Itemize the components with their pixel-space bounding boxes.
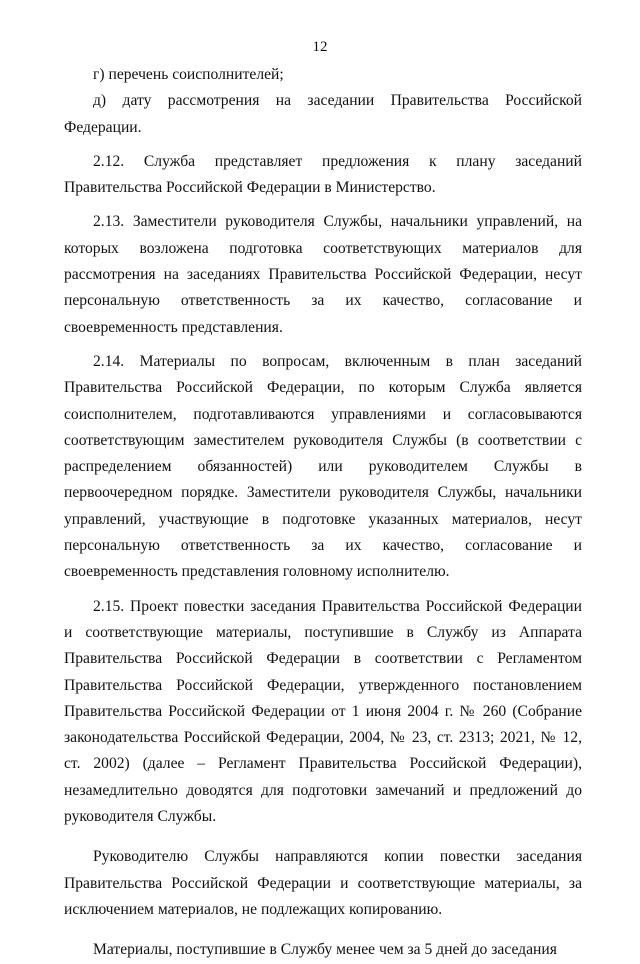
paragraph-2-13: 2.13. Заместители руководителя Службы, начальники управлений, на которых возложена подготовка соответствующих материалов для рассмотрения на заседаниях Правительства Российской Федерации, несут персональную ответственность за их качество, согласование и своевременность представления. (64, 213, 582, 336)
paragraph-d: д) дату рассмотрения на заседании Правительства Российской Федерации. (64, 92, 582, 136)
document-body (64, 62, 582, 964)
paragraph-2-12: 2.12. Служба представляет предложения к плану заседаний Правительства Российской Федерации в Министерство. (64, 152, 582, 197)
paragraph-2-15: 2.15. Проект повестки заседания Правительства Российской Федерации и соответствующие материалы, поступившие в Службу из Аппарата Правительства Российской Федерации в соответствии с Регламентом Правительства Российской Федерации, утвержденного постановлением Правительства Российской Федерации от 1 июня 2004 г. № 260 (Собрание законодательства Российской Федерации, 2004, № 23, ст. 2313; 2021, № 12, ст. 2002) (далее – Регламент Правительства Российской Федерации), незамедлительно доводятся для подготовки замечаний и предложений до руководителя Службы. (64, 597, 582, 826)
paragraph-materials-deadline: Материалы, поступившие в Службу менее чем за 5 дней до заседания (93, 941, 557, 959)
paragraph-copies: Руководителю Службы направляются копии повестки заседания Правительства Российской Федерации и соответствующие материалы, за исключением материалов, не подлежащих копированию. (64, 848, 582, 918)
paragraph-2-14: 2.14. Материалы по вопросам, включенным в план заседаний Правительства Российской Федерации, по которым Служба является соисполнителем, подготавливаются управлениями и согласовываются соответствующим заместителем руководителя Службы (в соответствии с распределением обязанностей) или руководителем Службы в первоочередном порядке. Заместители руководителя Службы, начальники управлений, участвующие в подготовке указанных материалов, несут персональную ответственность за их качество, согласование и своевременность представления головному исполнителю. (64, 352, 582, 581)
paragraph-g: г) перечень соисполнителей; (93, 66, 284, 83)
page-number: 12 (312, 39, 328, 55)
